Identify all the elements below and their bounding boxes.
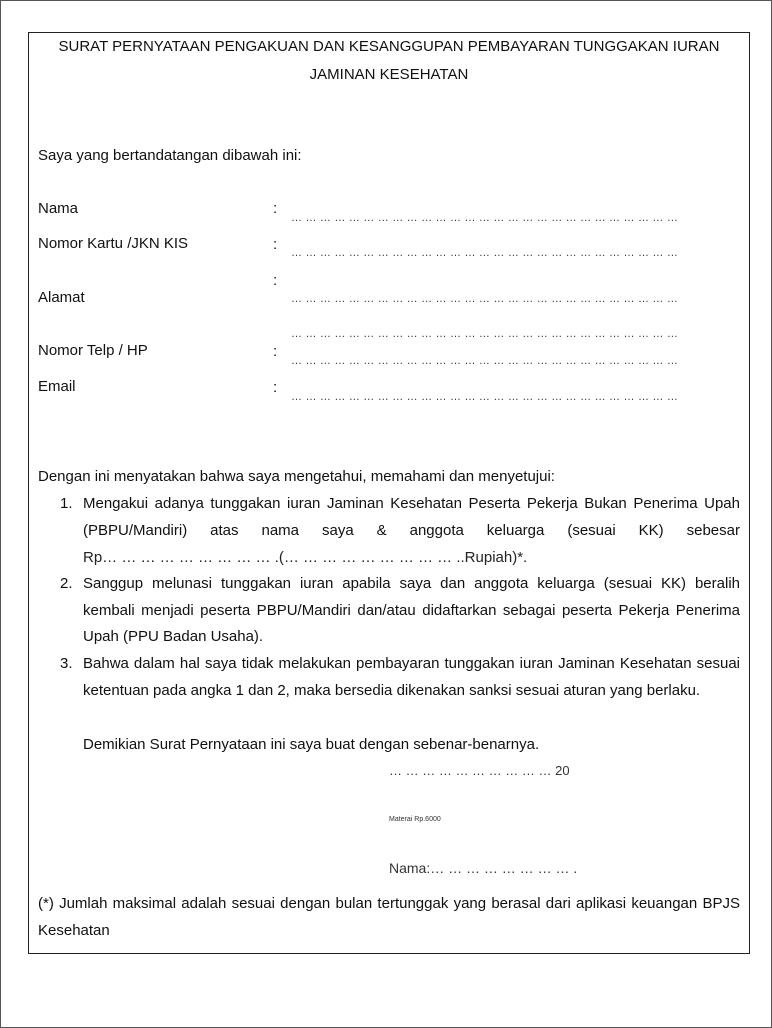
item-2-line-1: Sanggup melunasi tunggakan iuran apabila saya dan anggota keluarga (sesuai KK) beralih [83, 575, 740, 592]
field-label-alamat: Alamat [38, 289, 85, 306]
document-title-line1: SURAT PERNYATAAN PENGAKUAN DAN KESANGGUPAN PEMBAYARAN TUNGGAKAN IURAN [58, 38, 720, 55]
document-frame [28, 32, 750, 954]
field-colon-alamat: : [273, 272, 278, 289]
intro-text: Saya yang bertandatangan dibawah ini: [38, 147, 302, 164]
field-dots-alamat-1: … … … … … … … … … … … … … … … … … … … … … … … … … … … [291, 293, 679, 305]
field-colon-telp: : [273, 343, 278, 360]
field-colon-nomor-kartu: : [273, 236, 278, 253]
field-dots-email: … … … … … … … … … … … … … … … … … … … … … … … … … … … [291, 391, 679, 403]
item-3-line-1: Bahwa dalam hal saya tidak melakukan pembayaran tunggakan iuran Jaminan Kesehatan sesuai [83, 655, 740, 672]
field-label-nomor-kartu: Nomor Kartu /JKN KIS [38, 235, 189, 252]
field-dots-telp: … … … … … … … … … … … … … … … … … … … … … … … … … … … [291, 355, 679, 367]
item-2-line-3: Upah (PPU Badan Usaha). [83, 628, 264, 645]
field-colon-nama: : [273, 200, 278, 217]
item-1-line-1: Mengakui adanya tunggakan iuran Jaminan Kesehatan Peserta Pekerja Bukan Penerima Upah [83, 495, 740, 512]
item-3-line-2: ketentuan pada angka 1 dan 2, maka bersedia dikenakan sanksi sesuai aturan yang berlaku. [83, 682, 701, 699]
list-number-3: 3. [60, 655, 73, 672]
item-1-line-3: Rp… … … … … … … … … .(… … … … … … … … … ..Rupiah)*. [83, 549, 528, 566]
signature-name-line: Nama:… … … … … … … … . [389, 860, 578, 876]
field-dots-alamat-2: … … … … … … … … … … … … … … … … … … … … … … … … … … … [291, 328, 679, 340]
field-label-nama: Nama [38, 200, 79, 217]
field-label-telp: Nomor Telp / HP [38, 342, 148, 359]
materai-label: Materai Rp.6000 [389, 816, 441, 823]
field-dots-nama: … … … … … … … … … … … … … … … … … … … … … … … … … … … [291, 212, 679, 224]
field-colon-email: : [273, 379, 278, 396]
date-line: … … … … … … … … … … 20 [389, 763, 570, 778]
closing-text: Demikian Surat Pernyataan ini saya buat dengan sebenar-benarnya. [83, 736, 540, 753]
list-number-2: 2. [60, 575, 73, 592]
footnote-line-2: Kesehatan [38, 922, 110, 939]
item-2-line-2: kembali menjadi peserta PBPU/Mandiri dan/atau didaftarkan sebagai peserta Pekerja Penerima [83, 602, 740, 619]
list-number-1: 1. [60, 495, 73, 512]
document-title-line2: JAMINAN KESEHATAN [309, 66, 469, 83]
item-1-line-2: (PBPU/Mandiri) atas nama saya & anggota keluarga (sesuai KK) sebesar [83, 522, 740, 539]
field-label-email: Email [38, 378, 76, 395]
statement-intro: Dengan ini menyatakan bahwa saya mengetahui, memahami dan menyetujui: [38, 468, 555, 485]
field-dots-nomor-kartu: … … … … … … … … … … … … … … … … … … … … … … … … … … … [291, 247, 679, 259]
footnote-line-1: (*) Jumlah maksimal adalah sesuai dengan bulan tertunggak yang berasal dari aplikasi keuangan BPJS [38, 895, 740, 912]
